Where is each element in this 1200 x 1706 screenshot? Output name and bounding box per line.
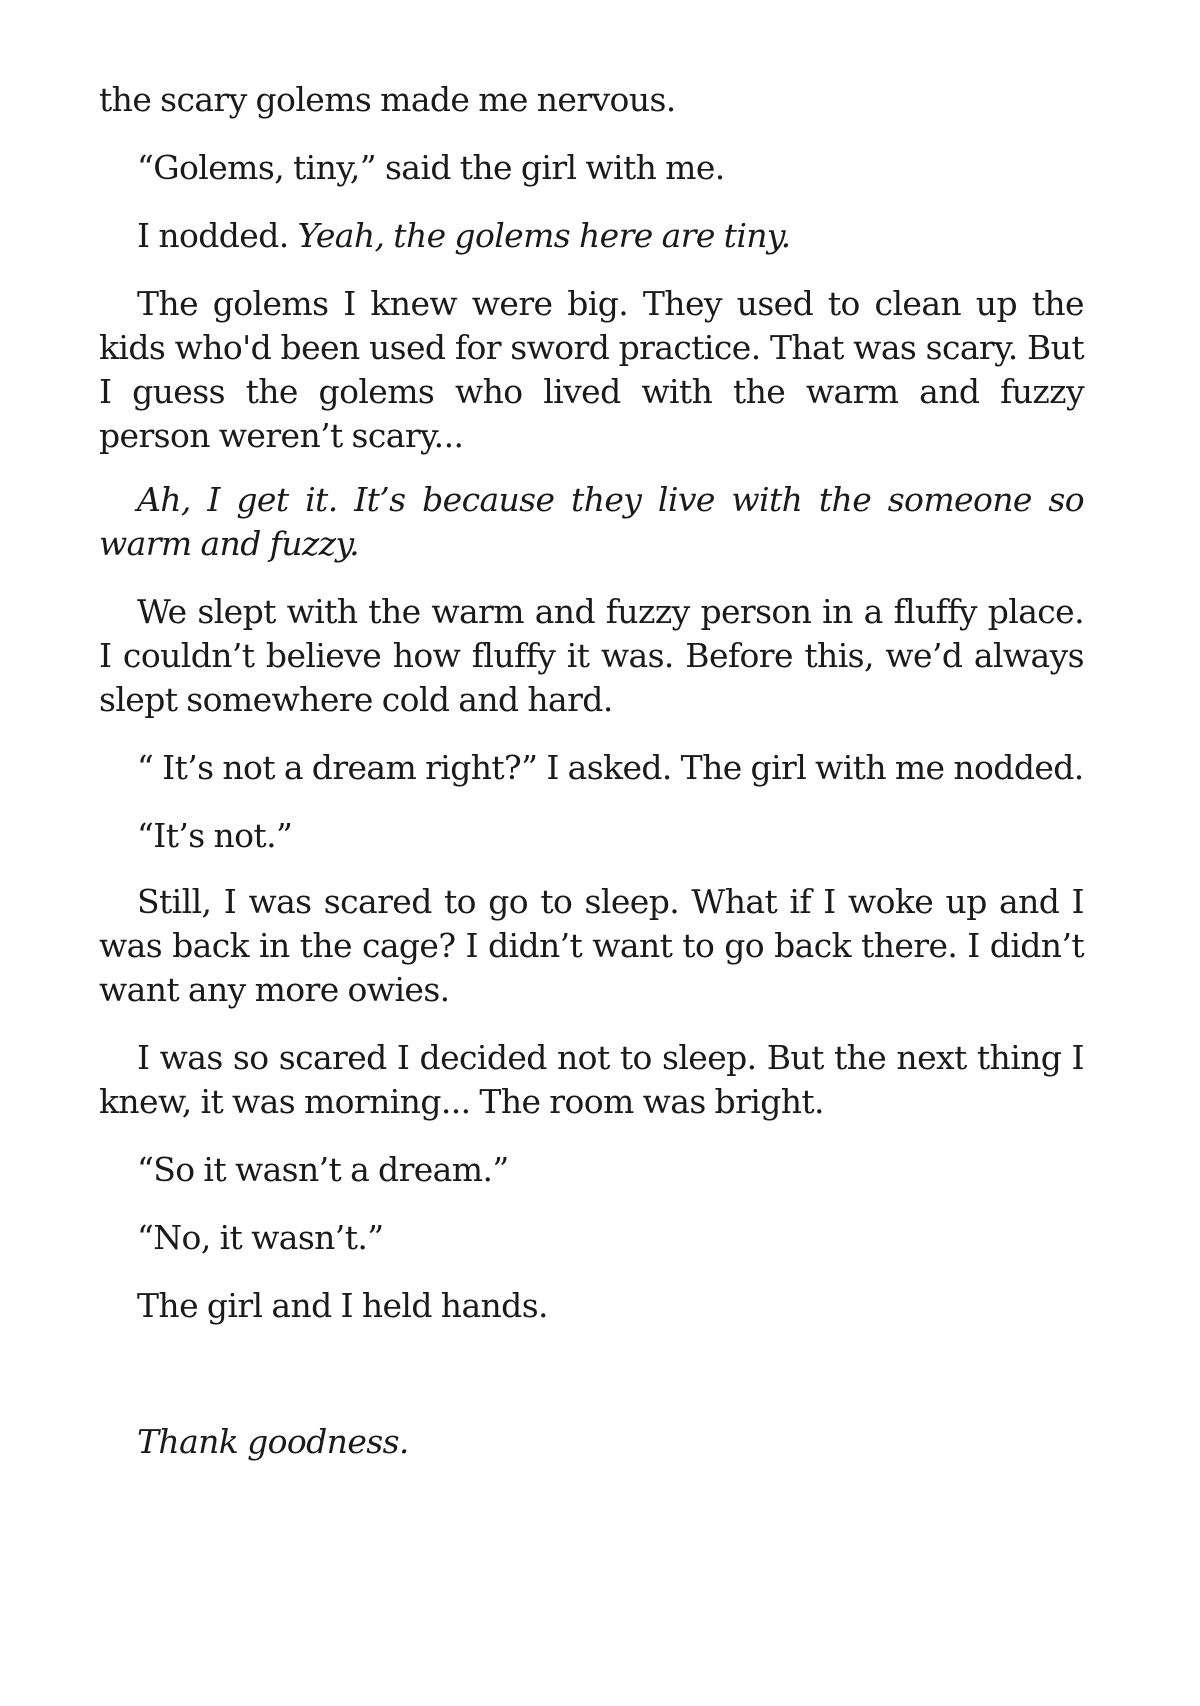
paragraph-3-italic-text: Yeah, the golems here are tiny. (297, 216, 791, 255)
paragraph-4 (99, 282, 1084, 458)
paragraph-1 (99, 78, 1084, 122)
paragraph-2-text: “Golems, tiny,” said the girl with me. (137, 148, 725, 187)
paragraph-2 (99, 146, 1084, 190)
paragraph-13-text: The girl and I held hands. (137, 1286, 548, 1325)
paragraph-9-text: Still, I was scared to go to sleep. What if I woke up and I was back in the cage? I didn’t want to go back there. I didn’t want any more owies. (99, 882, 1084, 1009)
paragraph-12-text: “No, it wasn’t.” (137, 1218, 384, 1257)
paragraph-5 (99, 478, 1084, 566)
paragraph-7 (99, 746, 1084, 790)
paragraph-9 (99, 880, 1084, 1012)
paragraph-7-text: “ It’s not a dream right?” I asked. The girl with me nodded. (137, 748, 1084, 787)
paragraph-14-italic-text: Thank goodness. (137, 1422, 409, 1461)
paragraph-8 (99, 814, 1084, 858)
paragraph-10 (99, 1036, 1084, 1124)
paragraph-1-text: the scary golems made me nervous. (99, 80, 676, 119)
paragraph-12 (99, 1216, 1084, 1260)
paragraph-3 (99, 214, 1084, 258)
paragraph-8-text: “It’s not.” (137, 816, 293, 855)
paragraph-11 (99, 1148, 1084, 1192)
paragraph-13 (99, 1284, 1084, 1328)
paragraph-6 (99, 590, 1084, 722)
paragraph-5-italic-text: Ah, I get it. It’s because they live with the someone so warm and fuzzy. (99, 480, 1084, 563)
paragraph-11-text: “So it wasn’t a dream.” (137, 1150, 509, 1189)
paragraph-3-text: I nodded. (137, 216, 298, 255)
paragraph-10-text: I was so scared I decided not to sleep. But the next thing I knew, it was morning... The room was bright. (99, 1038, 1084, 1121)
paragraph-4-text: The golems I knew were big. They used to clean up the kids who'd been used for sword practice. That was scary. But I guess the golems who lived with the warm and fuzzy person weren’t scary... (99, 284, 1084, 455)
paragraph-6-text: We slept with the warm and fuzzy person in a fluffy place. I couldn’t believe how fluffy it was. Before this, we’d always slept somewhere cold and hard. (99, 592, 1084, 719)
paragraph-14 (99, 1420, 1084, 1464)
